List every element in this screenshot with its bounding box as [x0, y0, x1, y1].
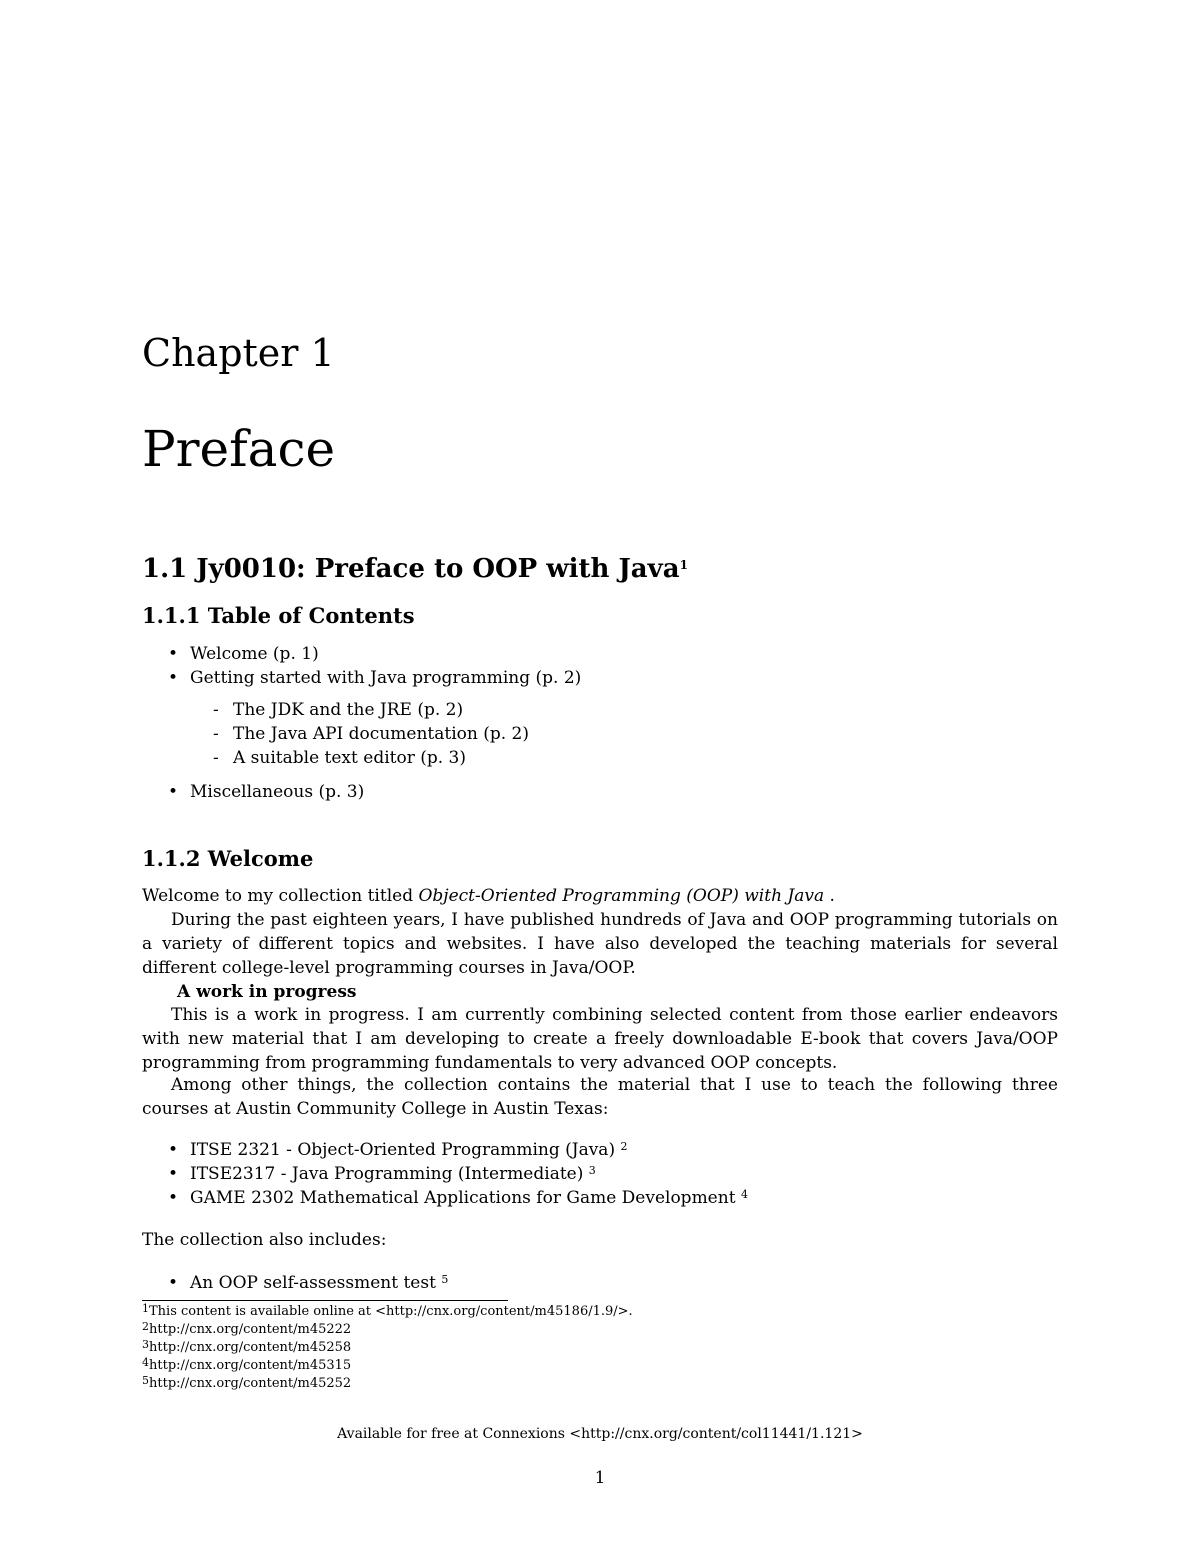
- toc-heading: 1.1.1 Table of Contents: [142, 603, 415, 628]
- paragraph: This is a work in progress. I am currently combining selected content from those earlier endeavors with new material that I am developing to create a freely downloadable E-book that covers Java/OOP programming from programming fundamentals to very advanced OOP concepts.: [142, 1005, 1058, 1073]
- dash-icon: -: [213, 700, 219, 720]
- extras-list: [168, 1271, 449, 1295]
- footnote-ref[interactable]: 2: [620, 1140, 628, 1153]
- footnote-ref[interactable]: 4: [740, 1188, 748, 1201]
- footnote: $^2$http://cnx.org/content/m45222: [142, 1320, 352, 1337]
- toc-item[interactable]: • Getting started with Java programming (p. 2): [168, 668, 582, 688]
- footnote: $^3$http://cnx.org/content/m45258: [142, 1338, 352, 1355]
- toc-subitem[interactable]: - The JDK and the JRE (p. 2): [213, 700, 464, 720]
- section-heading: [142, 552, 688, 586]
- footnotes: [142, 1303, 633, 1393]
- toc-item[interactable]: • Welcome (p. 1): [168, 644, 319, 664]
- chapter-title: Preface: [142, 420, 336, 478]
- footnote-divider: [142, 1300, 508, 1301]
- list-item: • ITSE 2321 - Object-Oriented Programming (Java) $^2$: [168, 1140, 628, 1160]
- footnote-ref-1[interactable]: 1: [679, 558, 688, 572]
- list-item: • An OOP self-assessment test $^5$: [168, 1273, 449, 1293]
- also-includes-text: The collection also includes:: [142, 1230, 387, 1250]
- toc-subitem[interactable]: - A suitable text editor (p. 3): [213, 748, 467, 768]
- footnote: $^4$http://cnx.org/content/m45315: [142, 1356, 352, 1373]
- welcome-intro: Welcome to my collection titled Object-Oriented Programming (OOP) with Java .: [142, 886, 835, 906]
- paragraph: During the past eighteen years, I have published hundreds of Java and OOP programming tutorials on a variety of different topics and websites. I have also developed the teaching materials for several different college-level programming courses in Java/OOP.: [142, 910, 1058, 978]
- toc-subitem[interactable]: - The Java API documentation (p. 2): [213, 724, 529, 744]
- bullet-icon: •: [168, 1164, 179, 1184]
- paragraph: Among other things, the collection contains the material that I use to teach the following three courses at Austin Community College in Austin Texas:: [142, 1075, 1058, 1119]
- page-footer: Available for free at Connexions <http://cnx.org/content/col11441/1.121>: [337, 1426, 863, 1442]
- bullet-icon: •: [168, 668, 179, 688]
- section-title: 1.1 Jy0010: Preface to OOP with Java: [142, 554, 680, 584]
- dash-icon: -: [213, 748, 219, 768]
- footnote-ref[interactable]: 5: [441, 1273, 449, 1286]
- bullet-icon: •: [168, 1140, 179, 1160]
- list-item: • GAME 2302 Mathematical Applications for Game Development $^4$: [168, 1188, 748, 1208]
- bullet-icon: •: [168, 782, 179, 802]
- bullet-icon: •: [168, 1273, 179, 1293]
- list-item: • ITSE2317 - Java Programming (Intermediate) $^3$: [168, 1164, 596, 1184]
- chapter-label: Chapter 1: [142, 331, 335, 375]
- toc-item[interactable]: • Miscellaneous (p. 3): [168, 782, 365, 802]
- page-number: 1: [594, 1468, 606, 1488]
- welcome-heading: 1.1.2 Welcome: [142, 846, 314, 871]
- bullet-icon: •: [168, 1188, 179, 1208]
- footnote: $^5$http://cnx.org/content/m45252: [142, 1374, 352, 1391]
- toc-list: [168, 642, 582, 804]
- footnote: $^1$This content is available online at <http://cnx.org/content/m45186/1.9/>.: [142, 1302, 633, 1319]
- bullet-icon: •: [168, 644, 179, 664]
- course-list: [168, 1138, 748, 1210]
- subheading: A work in progress: [177, 982, 357, 1002]
- dash-icon: -: [213, 724, 219, 744]
- collection-title: Object-Oriented Programming (OOP) with Java: [418, 886, 825, 906]
- footnote-ref[interactable]: 3: [588, 1164, 596, 1177]
